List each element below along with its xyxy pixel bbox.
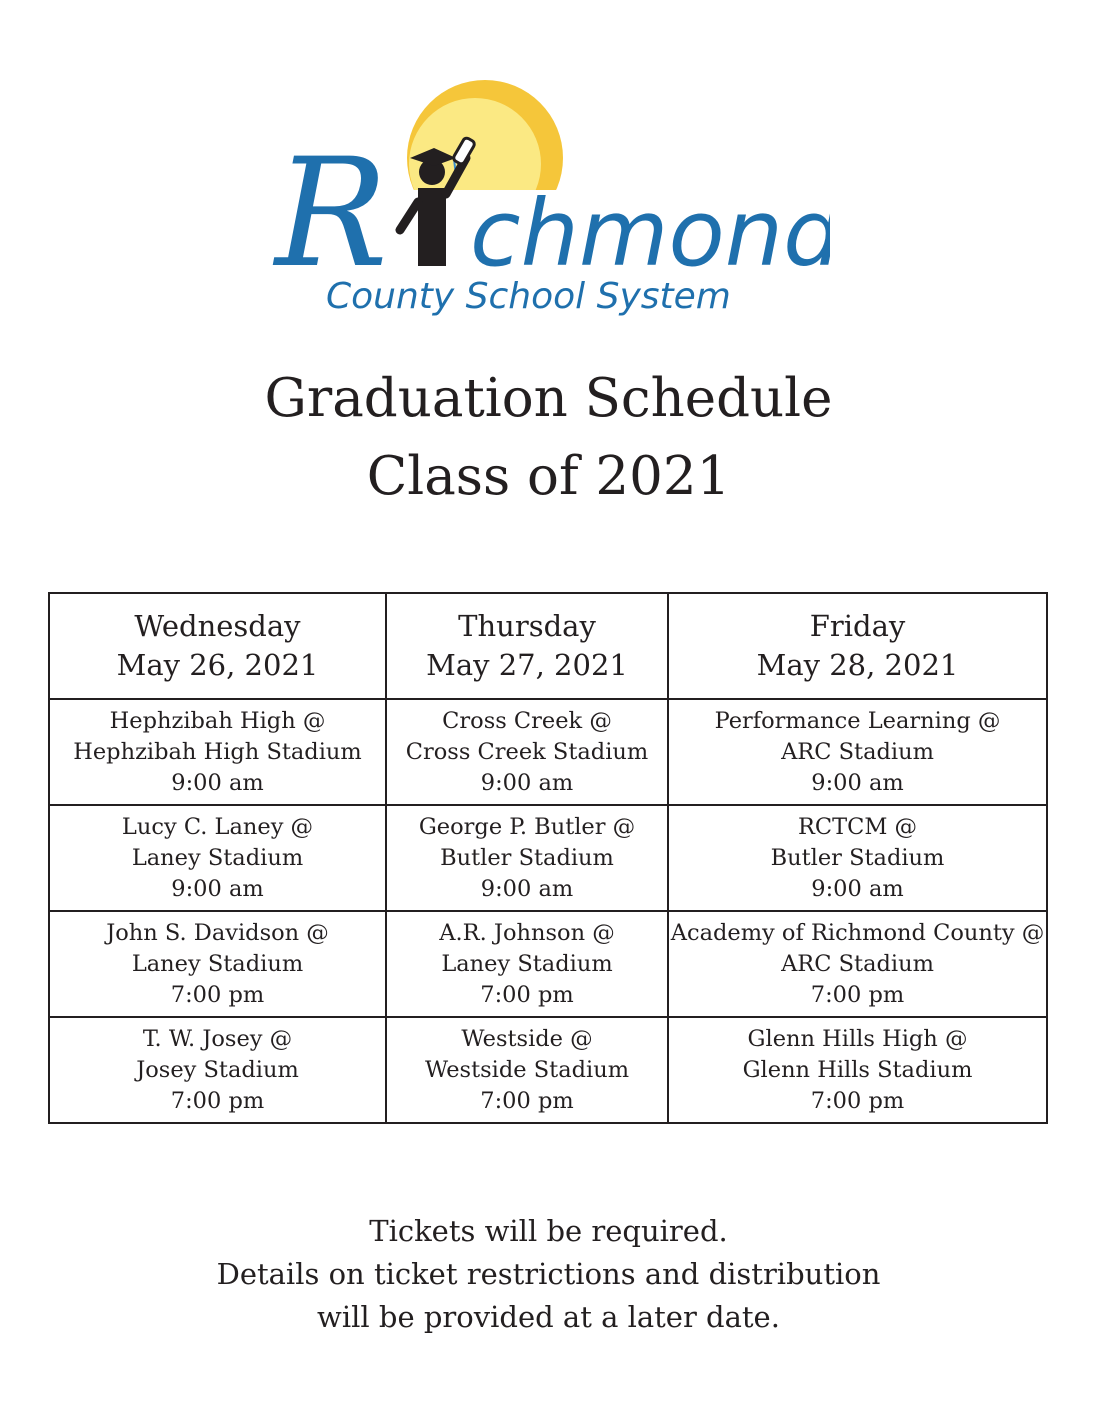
- school-name: Academy of Richmond County @: [670, 919, 1045, 946]
- venue-name: Butler Stadium: [440, 844, 614, 871]
- schedule-cell: [668, 805, 1047, 911]
- logo-word-rest: chmond: [470, 180, 830, 287]
- school-name: RCTCM @: [797, 813, 918, 840]
- venue-name: Josey Stadium: [136, 1056, 299, 1083]
- graduation-schedule-table: [48, 592, 1048, 1124]
- school-name: Hephzibah High @: [109, 707, 326, 734]
- schedule-cell: [386, 1017, 668, 1123]
- header-day: Thursday: [458, 609, 596, 643]
- ceremony-time: 7:00 pm: [810, 1087, 905, 1114]
- school-name: Glenn Hills High @: [747, 1025, 968, 1052]
- school-name: Performance Learning @: [714, 707, 1001, 734]
- venue-name: Hephzibah High Stadium: [73, 738, 362, 765]
- schedule-cell: [49, 911, 386, 1017]
- ceremony-time: 9:00 am: [811, 769, 904, 796]
- header-day: Wednesday: [134, 609, 301, 643]
- schedule-cell: [668, 911, 1047, 1017]
- schedule-cell: [668, 699, 1047, 805]
- schedule-cell: [668, 1017, 1047, 1123]
- schedule-cell: [49, 805, 386, 911]
- school-name: Cross Creek @: [442, 707, 612, 734]
- header-day: Friday: [809, 609, 906, 643]
- schedule-cell: [49, 699, 386, 805]
- ceremony-time: 9:00 am: [171, 875, 264, 902]
- school-name: John S. Davidson @: [106, 919, 329, 946]
- richmond-county-logo: [270, 80, 830, 330]
- school-name: Lucy C. Laney @: [121, 813, 314, 840]
- table-row: [49, 1017, 1047, 1123]
- venue-name: Butler Stadium: [770, 844, 945, 871]
- header-date: May 28, 2021: [756, 648, 959, 682]
- venue-name: ARC Stadium: [781, 950, 934, 977]
- ceremony-time: 7:00 pm: [480, 1087, 574, 1114]
- schedule-cell: [49, 1017, 386, 1123]
- ceremony-time: 7:00 pm: [480, 981, 574, 1008]
- notice-line-3: will be provided at a later date.: [317, 1300, 780, 1334]
- schedule-cell: [386, 699, 668, 805]
- venue-name: Westside Stadium: [424, 1056, 630, 1083]
- table-row: [49, 699, 1047, 805]
- school-name: Westside @: [461, 1025, 593, 1052]
- schedule-cell: [386, 911, 668, 1017]
- logo-tagline: County School System: [326, 276, 731, 317]
- title-line-1: Graduation Schedule: [264, 368, 833, 429]
- logo-graphic: [270, 80, 830, 330]
- notice-line-2: Details on ticket restrictions and distribution: [216, 1257, 881, 1291]
- ceremony-time: 9:00 am: [480, 875, 574, 902]
- title-line-2: Class of 2021: [366, 446, 731, 507]
- header-date: May 27, 2021: [426, 648, 628, 682]
- page-title: [0, 360, 1097, 516]
- schedule-cell: [386, 805, 668, 911]
- venue-name: Laney Stadium: [131, 844, 304, 871]
- ceremony-time: 7:00 pm: [810, 981, 905, 1008]
- header-wednesday: [49, 593, 386, 699]
- table-header-row: [49, 593, 1047, 699]
- logo-initial: R: [275, 127, 388, 301]
- ticket-notice: [0, 1210, 1097, 1339]
- header-date: May 26, 2021: [116, 648, 319, 682]
- ceremony-time: 9:00 am: [480, 769, 574, 796]
- venue-name: Cross Creek Stadium: [405, 738, 649, 765]
- ceremony-time: 7:00 pm: [170, 1087, 265, 1114]
- ceremony-time: 9:00 am: [811, 875, 904, 902]
- header-friday: [668, 593, 1047, 699]
- venue-name: Laney Stadium: [131, 950, 304, 977]
- venue-name: ARC Stadium: [781, 738, 934, 765]
- ceremony-time: 7:00 pm: [170, 981, 265, 1008]
- school-name: George P. Butler @: [418, 813, 636, 840]
- table-row: [49, 805, 1047, 911]
- venue-name: Glenn Hills Stadium: [742, 1056, 973, 1083]
- table-row: [49, 911, 1047, 1017]
- header-thursday: [386, 593, 668, 699]
- venue-name: Laney Stadium: [441, 950, 613, 977]
- notice-line-1: Tickets will be required.: [369, 1214, 728, 1248]
- school-name: T. W. Josey @: [142, 1025, 293, 1052]
- school-name: A.R. Johnson @: [439, 919, 615, 946]
- ceremony-time: 9:00 am: [171, 769, 264, 796]
